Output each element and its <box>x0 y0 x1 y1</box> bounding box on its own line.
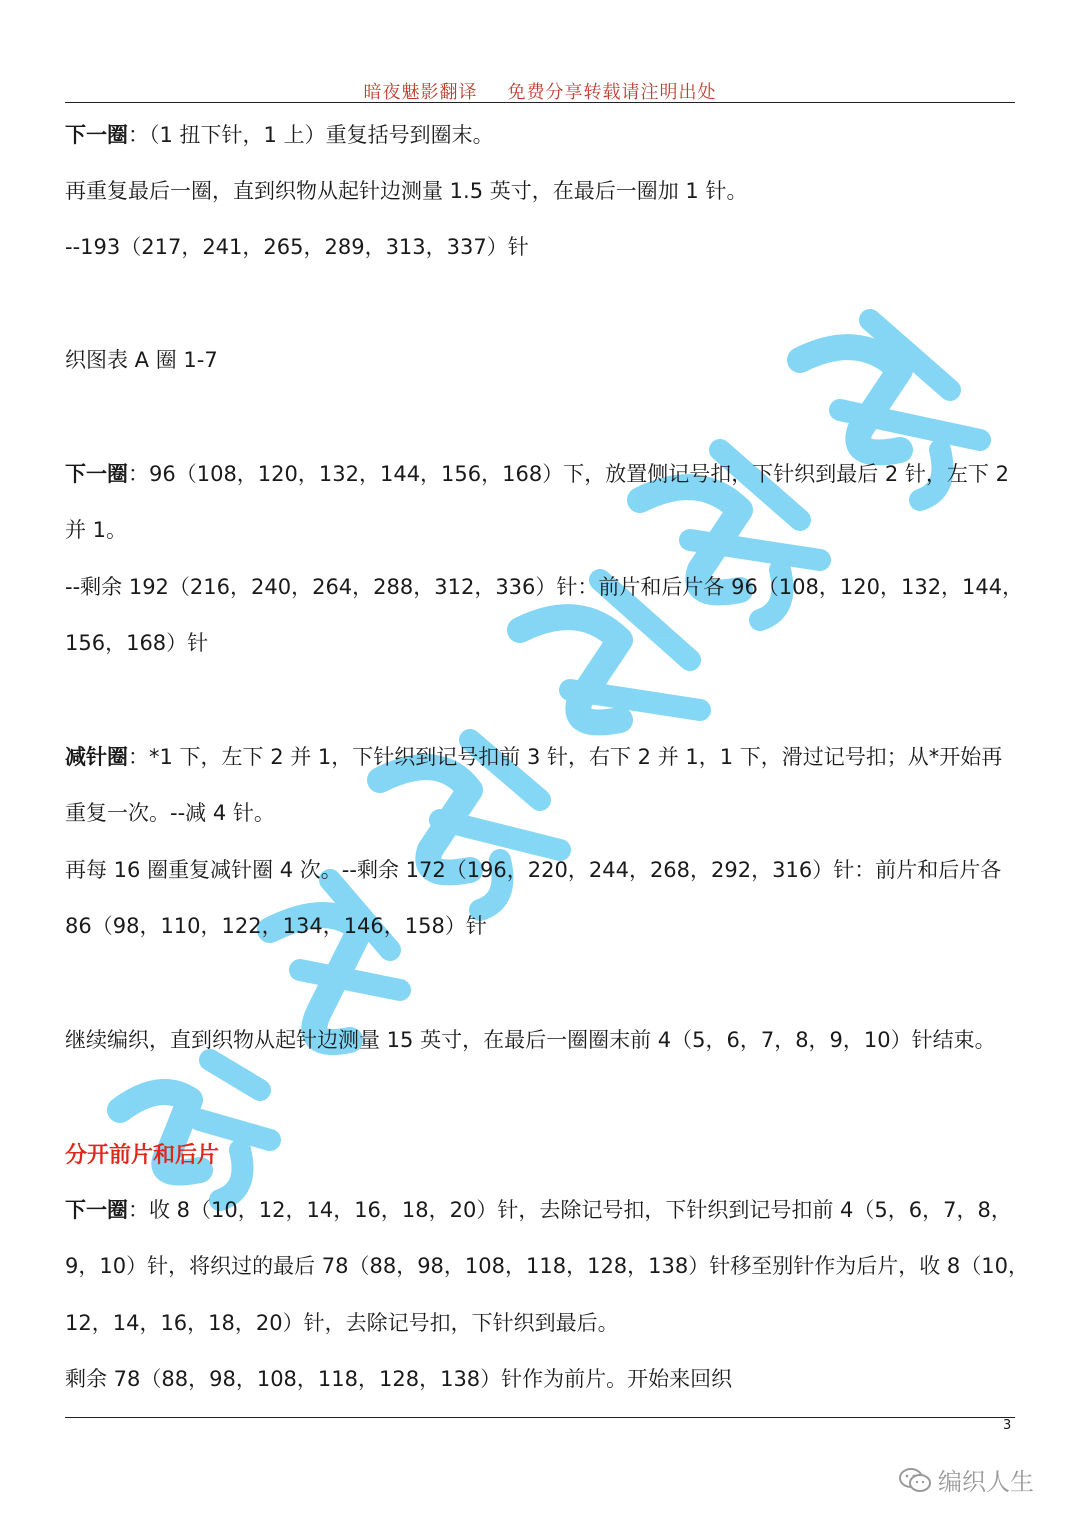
text-line-10: 重复一次。--减 4 针。 <box>65 801 275 825</box>
text-line-5: 下一圈：96（108，120，132，144，156，168）下，放置侧记号扣，下针织到最后 2 针，左下 2 <box>65 462 1009 486</box>
row-label: 下一圈 <box>65 462 128 486</box>
row-label: 减针圈 <box>65 745 128 769</box>
page-number: 3 <box>1003 1418 1012 1433</box>
text-line-4: 织图表 A 圈 1-7 <box>65 348 218 372</box>
text-line-17: 剩余 78（88，98，108，118，128，138）针作为前片。开始来回织 <box>65 1367 733 1391</box>
text-line-11: 再每 16 圈重复减针圈 4 次。--剩余 172（196，220，244，268，292，316）针：前片和后片各 <box>65 858 1002 882</box>
text-line-8: 156，168）针 <box>65 631 209 655</box>
header-right: 免费分享转载请注明出处 <box>507 82 717 103</box>
text-line-16: 12，14，16，18，20）针，去除记号扣，下针织到最后。 <box>65 1311 619 1335</box>
text-line-15: 9，10）针，将织过的最后 78（88，98，108，118，128，138）针移至别针作为后片，收 8（10， <box>65 1254 1030 1278</box>
footer-brand <box>898 1462 1034 1497</box>
page-header <box>0 78 1080 104</box>
section-title: 分开前片和后片 <box>65 1143 220 1168</box>
text-line-1: 下一圈：（1 扭下针，1 上）重复括号到圈末。 <box>65 123 494 147</box>
text-line-7: --剩余 192（216，240，264，288，312，336）针：前片和后片各 96（108，120，132，144， <box>65 575 1024 599</box>
header-rule <box>65 102 1015 103</box>
text-line-2: 再重复最后一圈，直到织物从起针边测量 1.5 英寸，在最后一圈加 1 针。 <box>65 179 748 203</box>
text-line-9: 减针圈：*1 下，左下 2 并 1，下针织到记号扣前 3 针，右下 2 并 1，1 下，滑过记号扣；从*开始再 <box>65 745 1003 769</box>
wechat-icon <box>898 1466 932 1494</box>
footer-brand-text: 编织人生 <box>938 1468 1034 1496</box>
text-line-14: 下一圈：收 8（10，12，14，16，18，20）针，去除记号扣，下针织到记号扣前 4（5，6，7，8， <box>65 1198 1012 1222</box>
text-line-12: 86（98，110，122，134，146，158）针 <box>65 914 487 938</box>
text-line-6: 并 1。 <box>65 518 128 542</box>
row-label: 下一圈 <box>65 1198 128 1222</box>
header-left: 暗夜魅影翻译 <box>363 82 478 103</box>
row-label: 下一圈 <box>65 123 128 147</box>
footer-rule <box>65 1417 1015 1418</box>
text-line-13: 继续编织，直到织物从起针边测量 15 英寸，在最后一圈圈末前 4（5，6，7，8，9，10）针结束。 <box>65 1028 996 1052</box>
text-line-3: --193（217，241，265，289，313，337）针 <box>65 235 529 259</box>
